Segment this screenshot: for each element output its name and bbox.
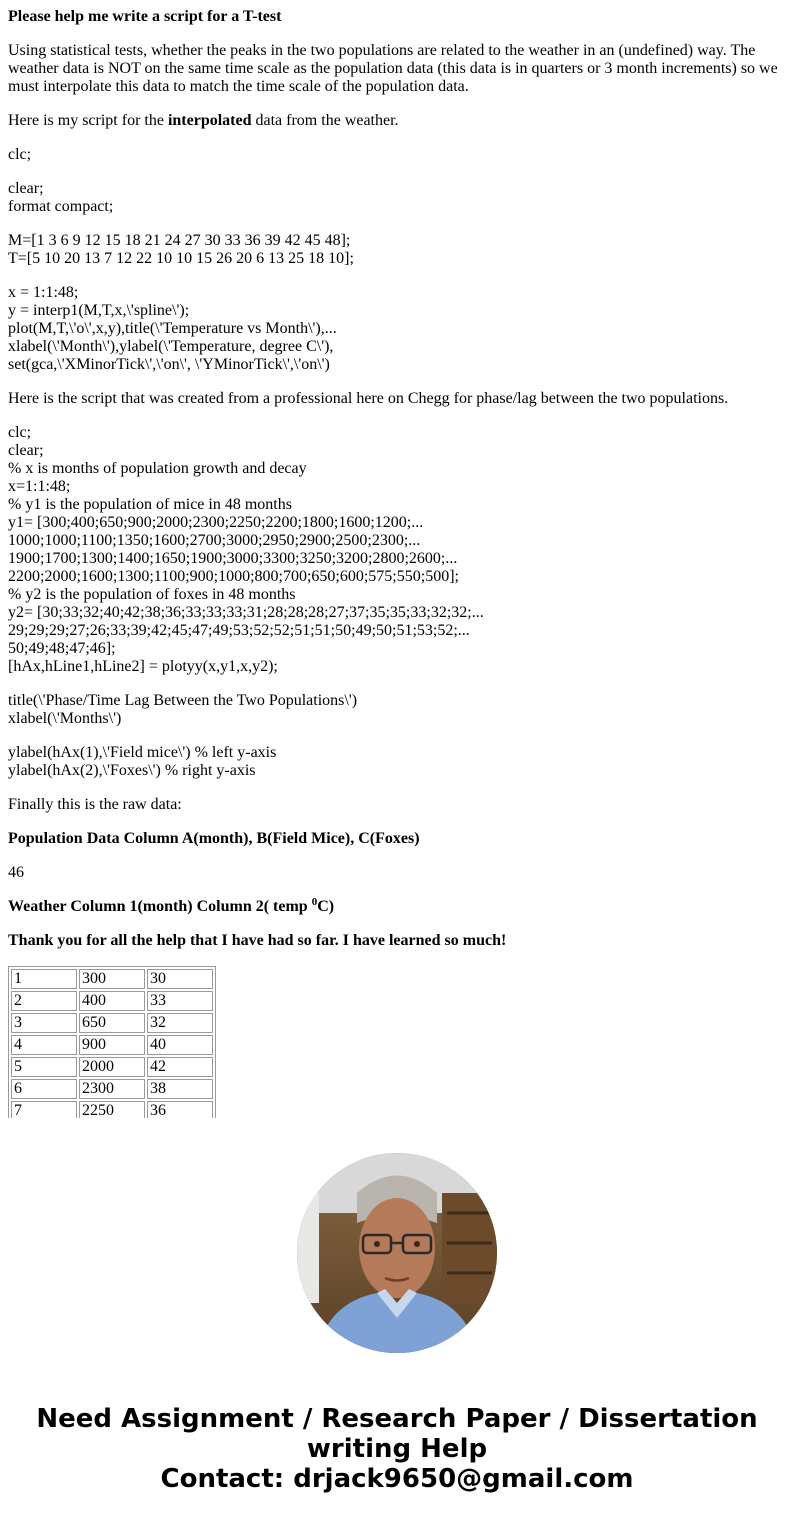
table-cell: 400 — [79, 991, 145, 1011]
code-line: xlabel(\'Month\'),ylabel(\'Temperature, degree C\'), — [8, 338, 334, 355]
table-row — [11, 1013, 213, 1033]
code-line: 1900;1700;1300;1400;1650;1900;3000;3300;3250;3200;2800;2600;... — [8, 550, 458, 567]
interp-bold: interpolated — [167, 112, 252, 129]
code-line: 50;49;48;47;46]; — [8, 640, 116, 657]
code-line: % y1 is the population of mice in 48 months — [8, 496, 292, 513]
table-cell: 6 — [11, 1079, 77, 1099]
table-row — [11, 1057, 213, 1077]
code-line: clc; — [8, 424, 32, 441]
script1-setup — [8, 180, 786, 216]
question-title: Please help me write a script for a T-test — [8, 8, 282, 25]
script1-plot — [8, 284, 786, 374]
promo-contact: Contact: drjack9650@gmail.com — [160, 1464, 634, 1494]
script2-ylabels — [8, 744, 786, 780]
table-cell: 33 — [147, 991, 213, 1011]
code-line: 29;29;29;27;26;33;39;42;45;47;49;53;52;52;51;51;50;49;50;51;53;52;... — [8, 622, 470, 639]
code-line: ylabel(hAx(1),\'Field mice\') % left y-axis — [8, 744, 277, 761]
table-cell: 32 — [147, 1013, 213, 1033]
document — [8, 8, 786, 1118]
script1-clc — [8, 146, 786, 164]
table-cell: 300 — [79, 969, 145, 989]
script1-data — [8, 232, 786, 268]
table-cell: 900 — [79, 1035, 145, 1055]
raw-data-table-wrap — [8, 966, 786, 1118]
table-cell: 40 — [147, 1035, 213, 1055]
promo-banner — [0, 1404, 794, 1494]
table-cell: 650 — [79, 1013, 145, 1033]
code-line: 1000;1000;1100;1350;1600;2700;3000;2950;2900;2500;2300;... — [8, 532, 421, 549]
table-row — [11, 1079, 213, 1099]
degree-superscript: 0 — [311, 896, 318, 908]
code-line: y = interp1(M,T,x,\'spline\'); — [8, 302, 190, 319]
number-46: 46 — [8, 864, 24, 881]
table-cell: 2300 — [79, 1079, 145, 1099]
table-cell: 2 — [11, 991, 77, 1011]
table-cell: 38 — [147, 1079, 213, 1099]
code-line: x = 1:1:48; — [8, 284, 79, 301]
code-line: x=1:1:48; — [8, 478, 71, 495]
table-cell: 7 — [11, 1101, 77, 1118]
table-cell: 3 — [11, 1013, 77, 1033]
raw-intro: Finally this is the raw data: — [8, 796, 182, 813]
code-line: plot(M,T,\'o\',x,y),title(\'Temperature vs Month\'),... — [8, 320, 337, 337]
code-line: title(\'Phase/Time Lag Between the Two Populations\') — [8, 692, 358, 709]
interpolated-sentence — [8, 112, 786, 130]
code-line: [hAx,hLine1,hLine2] = plotyy(x,y1,x,y2); — [8, 658, 278, 675]
code-line: 2200;2000;1600;1300;1100;900;1000;800;700;650;600;575;550;500]; — [8, 568, 459, 585]
table-cell: 1 — [11, 969, 77, 989]
table-cell: 5 — [11, 1057, 77, 1077]
code-line: y1= [300;400;650;900;2000;2300;2250;2200;1800;1600;1200;... — [8, 514, 424, 531]
code-line: ylabel(hAx(2),\'Foxes\') % right y-axis — [8, 762, 256, 779]
code-line: xlabel(\'Months\') — [8, 710, 122, 727]
table-cell: 2000 — [79, 1057, 145, 1077]
code-line: M=[1 3 6 9 12 15 18 21 24 27 30 33 36 39 42 45 48]; — [8, 232, 351, 249]
code-line: clc; — [8, 146, 32, 163]
table-row — [11, 991, 213, 1011]
table-row — [11, 1101, 213, 1118]
promo-line-1: Need Assignment / Research Paper / Dissertation — [36, 1404, 758, 1434]
table-cell: 4 — [11, 1035, 77, 1055]
chegg-sentence: Here is the script that was created from a professional here on Chegg for phase/lag between the two populations. — [8, 390, 729, 407]
code-line: y2= [30;33;32;40;42;38;36;33;33;33;31;28;28;28;27;37;35;35;33;32;32;... — [8, 604, 484, 621]
interp-before: Here is my script for the — [8, 112, 168, 129]
table-cell: 36 — [147, 1101, 213, 1118]
code-line: T=[5 10 20 13 7 12 22 10 10 15 26 20 6 13 25 18 10]; — [8, 250, 354, 267]
person-portrait-icon — [297, 1153, 497, 1353]
promo-line-2: writing Help — [306, 1434, 488, 1464]
author-photo — [297, 1153, 497, 1353]
script2-main — [8, 424, 786, 676]
code-line: set(gca,\'XMinorTick\',\'on\', \'YMinorTick\',\'on\') — [8, 356, 330, 373]
weather-heading-unit: C) — [317, 898, 335, 915]
intro-paragraph: Using statistical tests, whether the peaks in the two populations are related to the weather in an (undefined) way. The weather data is NOT on the same time scale as the population data (this data is in quarters or 3 month increments) so we must interpolate this data to match the time scale of the population data. — [8, 42, 778, 95]
code-line: % y2 is the population of foxes in 48 months — [8, 586, 296, 603]
script2-labels — [8, 692, 786, 728]
weather-heading-text: Weather Column 1(month) Column 2( temp — [8, 898, 312, 915]
code-line: format compact; — [8, 198, 114, 215]
population-heading: Population Data Column A(month), B(Field Mice), C(Foxes) — [8, 830, 420, 847]
code-line: clear; — [8, 180, 44, 197]
code-line: clear; — [8, 442, 44, 459]
table-cell: 2250 — [79, 1101, 145, 1118]
raw-data-table — [8, 966, 216, 1118]
weather-heading — [8, 898, 786, 916]
table-cell: 30 — [147, 969, 213, 989]
table-row — [11, 969, 213, 989]
code-line: % x is months of population growth and decay — [8, 460, 307, 477]
interp-after: data from the weather. — [251, 112, 399, 129]
table-cell: 42 — [147, 1057, 213, 1077]
thanks-note: Thank you for all the help that I have had so far. I have learned so much! — [8, 932, 507, 949]
table-row — [11, 1035, 213, 1055]
